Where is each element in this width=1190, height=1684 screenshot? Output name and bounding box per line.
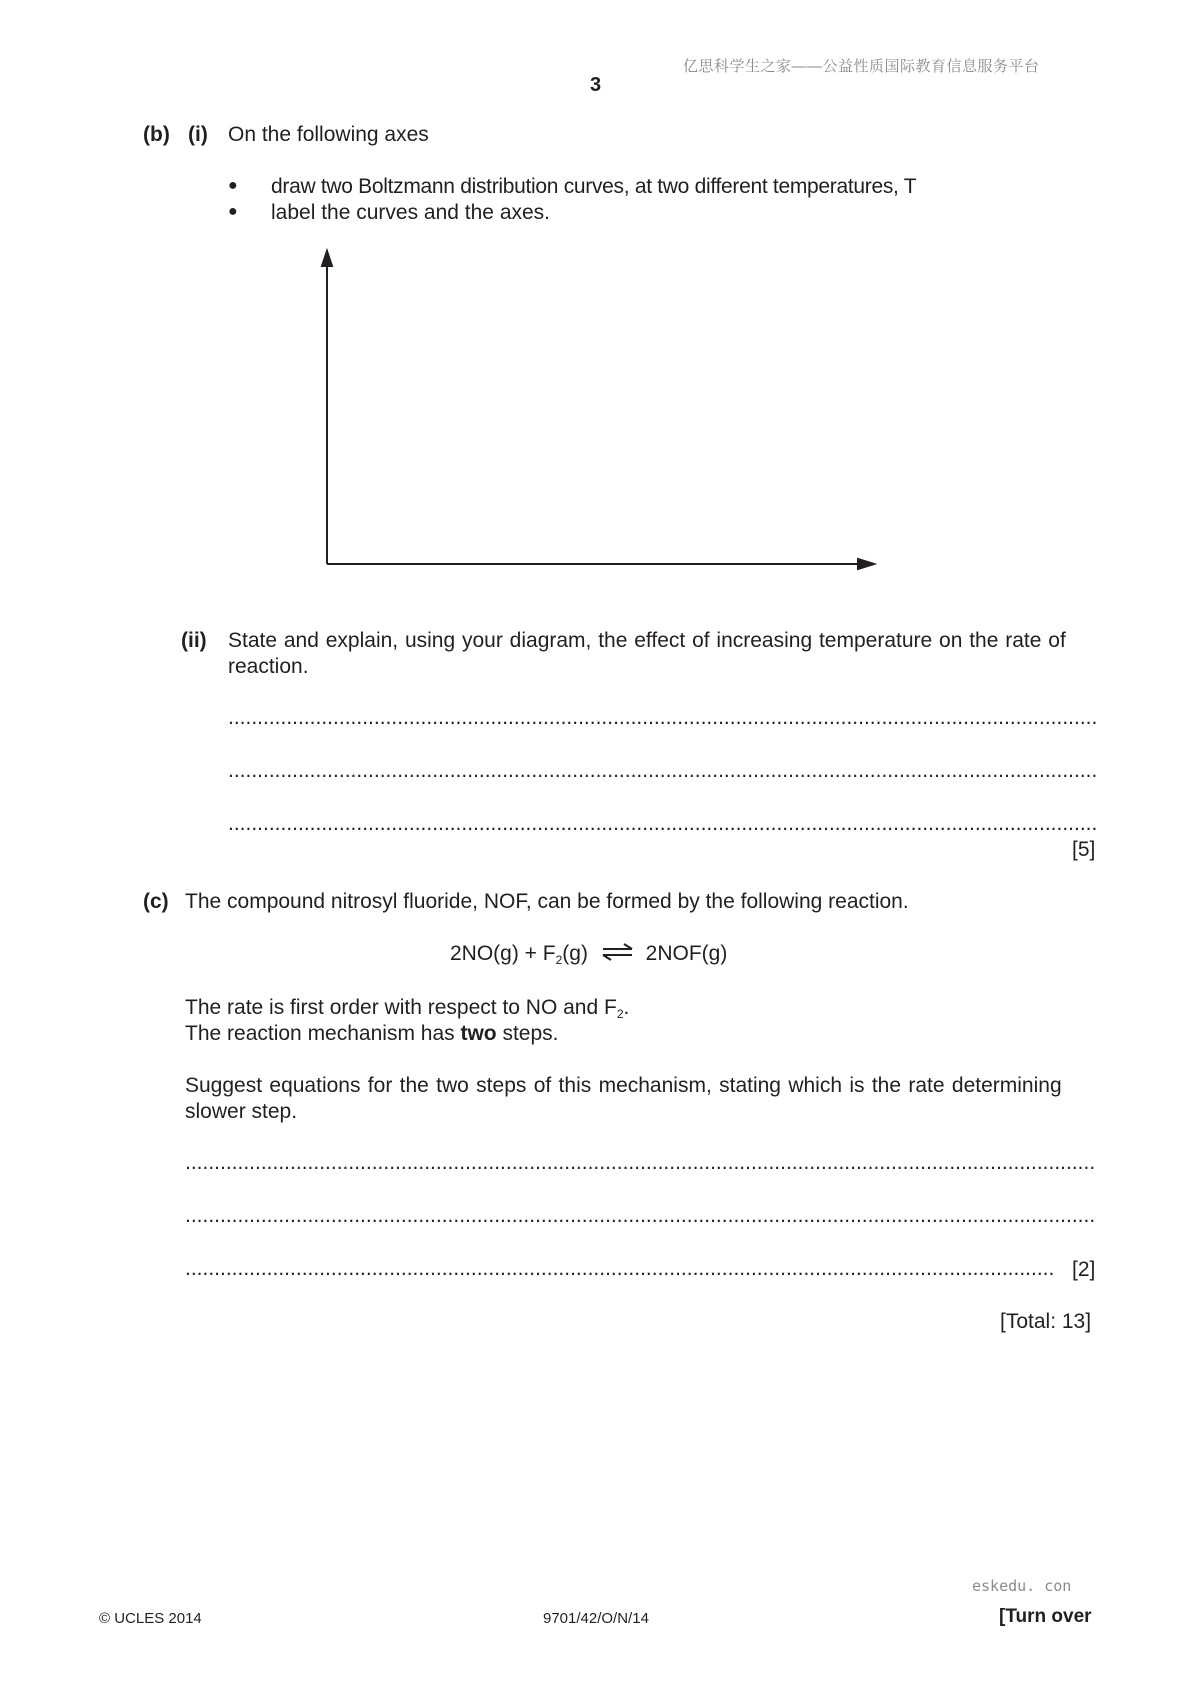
sub-i-label: (i) bbox=[188, 123, 208, 146]
y-axis-arrow-icon bbox=[322, 251, 332, 266]
rate-subscript: 2 bbox=[616, 1007, 624, 1021]
copyright: © UCLES 2014 bbox=[99, 1610, 202, 1627]
sub-i-text: On the following axes bbox=[228, 123, 429, 146]
answer-line[interactable] bbox=[228, 812, 1096, 838]
part-c-label: (c) bbox=[143, 890, 169, 913]
suggest-question-line1: Suggest equations for the two steps of this mechanism, stating which is the rate determining bbox=[185, 1074, 1062, 1097]
x-axis-arrow-icon bbox=[858, 559, 874, 569]
answer-line[interactable] bbox=[185, 1204, 1096, 1230]
marks-label: [2] bbox=[1072, 1258, 1096, 1281]
bullet-icon: ● bbox=[228, 177, 238, 194]
sub-ii-question-line2: reaction. bbox=[228, 655, 309, 678]
paper-code: 9701/42/O/N/14 bbox=[543, 1610, 649, 1627]
equation-left: 2NO(g) + F bbox=[450, 942, 556, 965]
sub-ii-label: (ii) bbox=[181, 629, 207, 652]
turn-over: [Turn over bbox=[999, 1606, 1092, 1627]
answer-line[interactable] bbox=[185, 1151, 1096, 1177]
rate-text: The rate is first order with respect to NO and F bbox=[185, 996, 617, 1019]
site-watermark: eskedu. con bbox=[972, 1577, 1072, 1595]
mechanism-pre: The reaction mechanism has bbox=[185, 1022, 461, 1045]
rate-end: . bbox=[623, 996, 630, 1019]
mechanism-post: steps. bbox=[496, 1022, 559, 1045]
axes bbox=[322, 251, 874, 569]
watermark-text: 亿思科学生之家——公益性质国际教育信息服务平台 bbox=[683, 58, 1040, 75]
sub-ii-question-line1: State and explain, using your diagram, the effect of increasing temperature on the rate of bbox=[228, 629, 1066, 652]
mechanism-statement bbox=[185, 1021, 559, 1047]
suggest-question-line2: slower step. bbox=[185, 1100, 298, 1123]
part-b-label: (b) bbox=[143, 123, 170, 146]
equation-right: 2NOF(g) bbox=[645, 942, 728, 965]
reaction-equation bbox=[450, 941, 727, 973]
marks-label: [5] bbox=[1072, 838, 1096, 861]
part-c-intro: The compound nitrosyl fluoride, NOF, can be formed by the following reaction. bbox=[185, 890, 909, 913]
answer-line[interactable] bbox=[185, 1257, 1055, 1283]
equation-subscript: 2 bbox=[555, 953, 563, 967]
bullet-item: label the curves and the axes. bbox=[271, 201, 551, 224]
page-number: 3 bbox=[590, 74, 602, 96]
answer-line[interactable] bbox=[228, 759, 1096, 785]
mechanism-bold: two bbox=[460, 1022, 497, 1045]
equilibrium-arrow-icon bbox=[600, 943, 636, 961]
bullet-item: draw two Boltzmann distribution curves, at two different temperatures, T bbox=[271, 175, 917, 198]
answer-line[interactable] bbox=[228, 706, 1096, 732]
total-marks: [Total: 13] bbox=[1000, 1310, 1092, 1333]
bullet-icon: ● bbox=[228, 203, 238, 220]
equation-mid: (g) bbox=[562, 942, 588, 965]
